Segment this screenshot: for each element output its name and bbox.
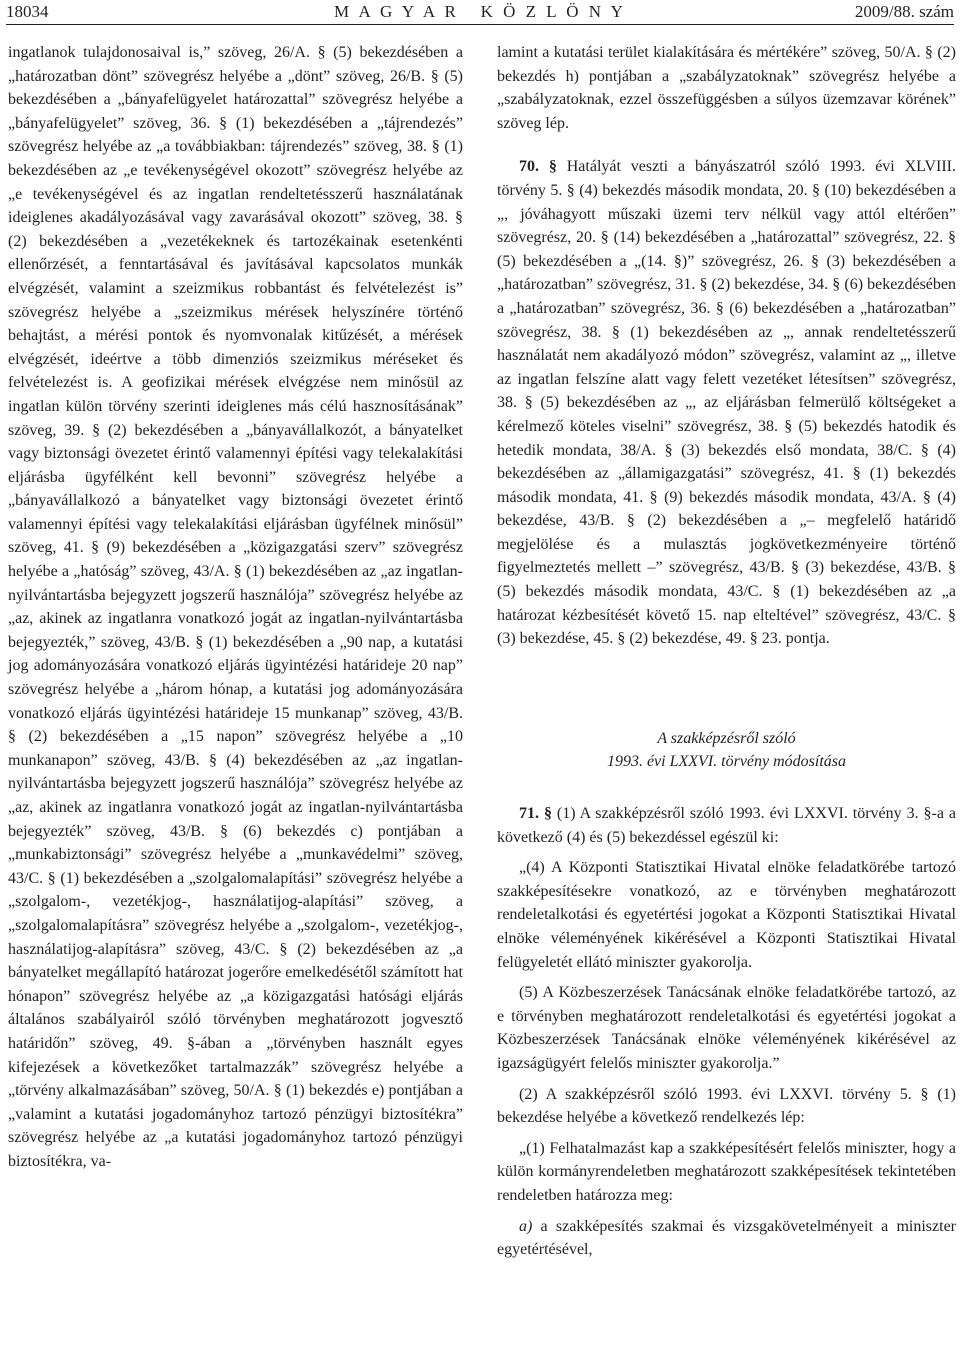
spacer: [497, 974, 956, 981]
quote-paragraph-1: „(1) Felhatalmazást kap a szakképesítésért felelős miniszter, hogy a külön kormányrendeletben meghatározott szakképesítések tekintetében rendeletben határozza meg:: [497, 1139, 956, 1204]
article-70: [497, 155, 956, 650]
left-column: [8, 41, 463, 1174]
item-a-label: a): [519, 1217, 533, 1235]
spacer: [497, 651, 956, 727]
spacer: [497, 1208, 956, 1215]
paragraph-2: (2) A szakképzésről szóló 1993. évi LXXVI. törvény 5. § (1) bekezdése helyébe a következő rendelkezés lép:: [497, 1085, 956, 1127]
spacer: [497, 1076, 956, 1083]
item-a: [497, 1215, 956, 1262]
quote-paragraph-4: „(4) A Központi Statisztikai Hivatal elnöke feladatkörébe tartozó szakképesítésekre vonatkozó, az e törvényben meghatározott rendeletalkotási és egyetértési jogokat a Központi Statisztikai Hivatal elnöke véleményének kikérésével a Központi Statisztikai Hivatal felügyeletét ellátó miniszter gyakorolja.: [497, 859, 956, 971]
page-number: 18034: [6, 2, 49, 21]
left-column-paragraph: ingatlanok tulajdonosaival is,” szöveg, 26/A. § (5) bekezdésében a „határozatban dönt” szövegrész helyébe a „dönt” szöveg, 26/B. § (5) bekezdésében a „bányafelügyelet határozattal” szövegrész helyébe a „bányafelügyelet” szöveg, 36. § (1) bekezdésében a „tájrendezés” szövegrész helyébe az „a továbbiakban: tájrendezés” szöveg, 38. § (1) bekezdésében az „e tevékenységével okozott” szövegrész helyébe az „e tevékenységével és az ingatlan rendeltetésszerű használatának ideiglenes akadályozásával vagy zavarásával okozott” szöveg, 38. § (2) bekezdésében a „vezetékeknek és tartozékainak esetenkénti ellenőrzését, a fenntartásával és javításával kapcsolatos munkák elvégzését, valamint a szeizmikus robbantást és felvételezést is” szövegrész helyébe a „szeizmikus mérések helyszínére történő behajtást, a mérési pontok és nyomvonalak kitűzését, a mérések elvégzését, ideértve a több dimenziós szeizmikus méréseket és felvételezést is. A geofizikai mérések elvégzése nem minősül az ingatlan külön törvény szerinti ideiglenes más célú hasznosításának” szöveg, 39. § (2) bekezdésében a „bányavállalkozót, a bányatelket vagy biztonsági övezetet érintő valamennyi építési vagy telekalakítási eljárásba ügyfélként kell bevonni” szövegrész helyébe a „bányavállalkozó a bányatelket vagy biztonsági övezetet érintő valamennyi építési vagy telekalakítási eljárásban ügyfélnek minősül” szöveg, 41. § (9) bekezdésében a „közigazgatási szerv” szövegrész helyébe a „hatóság” szöveg, 43/A. § (1) bekezdésében az „az ingatlan-nyilvántartásba bejegyzett jogszerű használója” szövegrész helyébe az „az, akinek az ingatlanra vonatkozó jogát az ingatlan-nyilvántartásba bejegyezték,” szöveg, 43/B. § (1) bekezdésében a „90 nap, a kutatási jog adományozására vonatkozó eljárás ügyintézési határideje 20 nap” szövegrész helyébe a „három hónap, a kutatási jog adományozására vonatkozó eljárás ügyintézési határideje 15 munkanap” szöveg, 43/B. § (2) bekezdésében a „15 napon” szövegrész helyébe a „10 munkanapon” szöveg, 43/B. § (4) bekezdésében az „az ingatlan-nyilvántartásba bejegyzett jogszerű használója” szövegrész helyébe az „az, akinek az ingatlanra vonatkozó jogát az ingatlan-nyilvántartásba bejegyezték” szöveg, 43/B. § (6) bekezdés c) pontjában a „munkabiztonsági” szövegrész helyébe a „munkavédelmi” szöveg, 43/C. § (1) bekezdésében a „szolgalomalapítási” szövegrész helyébe a „szolgalom-, vezetékjog-, használatijog-alapítási” szöveg, a „szolgalomalapításra” szövegrész helyébe a „szolgalom-, vezetékjog-, használatijog-alapításra” szöveg, 43/C. § (2) bekezdésében az „a bányatelket megállapító határozat jogerőre emelkedésétől számított hat hónapon” szövegrész helyébe az „a közigazgatási hatósági eljárás általános szabályairól szóló törvényben meghatározott jogvesztő határidőn” szöveg, 49. §-ában a „törvényben használt egyes kifejezések a következőket tartalmazzák” szövegrész helyébe a „törvény alkalmazásában” szöveg, 50/A. § (1) bekezdés e) pontjában a „valamint a kutatási jogadományhoz tartozó pénzügyi biztosítékra” szövegrész helyébe az „a kutatási jogadományhoz tartozó pénzügyi biztosítékra, va-: [8, 44, 463, 1170]
article-70-number: 70. §: [519, 158, 557, 176]
article-71-number: 71. §: [519, 805, 552, 823]
section-title-line-1: A szakképzésről szóló: [657, 729, 796, 747]
item-a-text: a szakképesítés szakmai és vizsgakövetelményeit a miniszter egyetértésével,: [497, 1217, 956, 1259]
spacer: [497, 774, 956, 802]
spacer: [497, 849, 956, 856]
section-title-line-2: 1993. évi LXXVI. törvény módosítása: [606, 753, 847, 771]
article-71-text: (1) A szakképzésről szóló 1993. évi LXXVI. törvény 3. §-a a következő (4) és (5) bekezdéssel egészül ki:: [497, 805, 957, 846]
issue-number: 2009/88. szám: [854, 2, 954, 21]
article-71: [497, 802, 956, 849]
spacer: [497, 135, 956, 155]
article-70-text: Hatályát veszti a bányászatról szóló 1993. évi XLVIII. törvény 5. § (4) bekezdés második mondata, 20. § (10) bekezdésében a „, jóváhagyott műszaki üzemi terv nélkül vagy attól eltérően” szövegrész, 20. § (14) bekezdésében a „határozattal” szövegrész, 22. § (5) bekezdésében a „(14. §)” szövegrész, 26. § (3) bekezdésében a „határozatban” szövegrész, 31. § (2) bekezdése, 34. § (6) bekezdésében a „határozatban” szövegrész, 36. § (6) bekezdésében a „határozatban” szövegrész, 38. § (1) bekezdésében az „, annak rendeltetésszerű használatát nem akadályozó módon” szövegrész, valamint az „, illetve az ingatlan felszíne alatt vagy felett vezetéket létesítsen” szövegrész, 38. § (5) bekezdésében az „, az eljárásban felmerülő költségeket a kérelmező köteles viselni” szövegrész, 38. § (5) bekezdés hatodik és hetedik mondata, 38/A. § (3) bekezdés első mondata, 38/C. § (4) bekezdésében az „államigazgatási” szövegrész, 41. § (1) bekezdés második mondata, 41. § (9) bekezdés második mondata, 43/A. § (4) bekezdése, 43/B. § (2) bekezdésében a „– megfelelő határidő megjelölése és a mulasztás jogkövetkezményeire történő figyelmeztetés mellett –” szövegrész, 43/B. § (3) bekezdése, 43/B. § (5) bekezdés második mondata, 43/C. § (1) bekezdésében az „a határozat kézbesítését követő 15. nap elteltével” szövegrész, 43/C. § (3) bekezdése, 45. § (2) bekezdése, 49. § 23. pontja.: [497, 158, 957, 648]
page-header: [6, 0, 954, 25]
spacer: [497, 1130, 956, 1137]
right-column: [497, 41, 956, 1262]
continuation-paragraph: lamint a kutatási terület kialakítására és mértékére” szöveg, 50/A. § (2) bekezdés h) pontjában a „szabályzatoknak” szövegrész helyébe a „szabályzatoknak, ezzel összefüggésben a súlyos üzemzavar körének” szöveg lép.: [497, 44, 956, 132]
quote-paragraph-5: (5) A Közbeszerzések Tanácsának elnöke feladatkörébe tartozó, az e törvényben meghatározott rendeletalkotási és egyetértési jogokat a Közbeszerzések Tanácsának elnöke véleményének kikérésével az igazságügyért felelős miniszter gyakorolja.”: [497, 984, 956, 1072]
journal-title: M A G Y A R K Ö Z L Ö N Y: [334, 2, 626, 21]
